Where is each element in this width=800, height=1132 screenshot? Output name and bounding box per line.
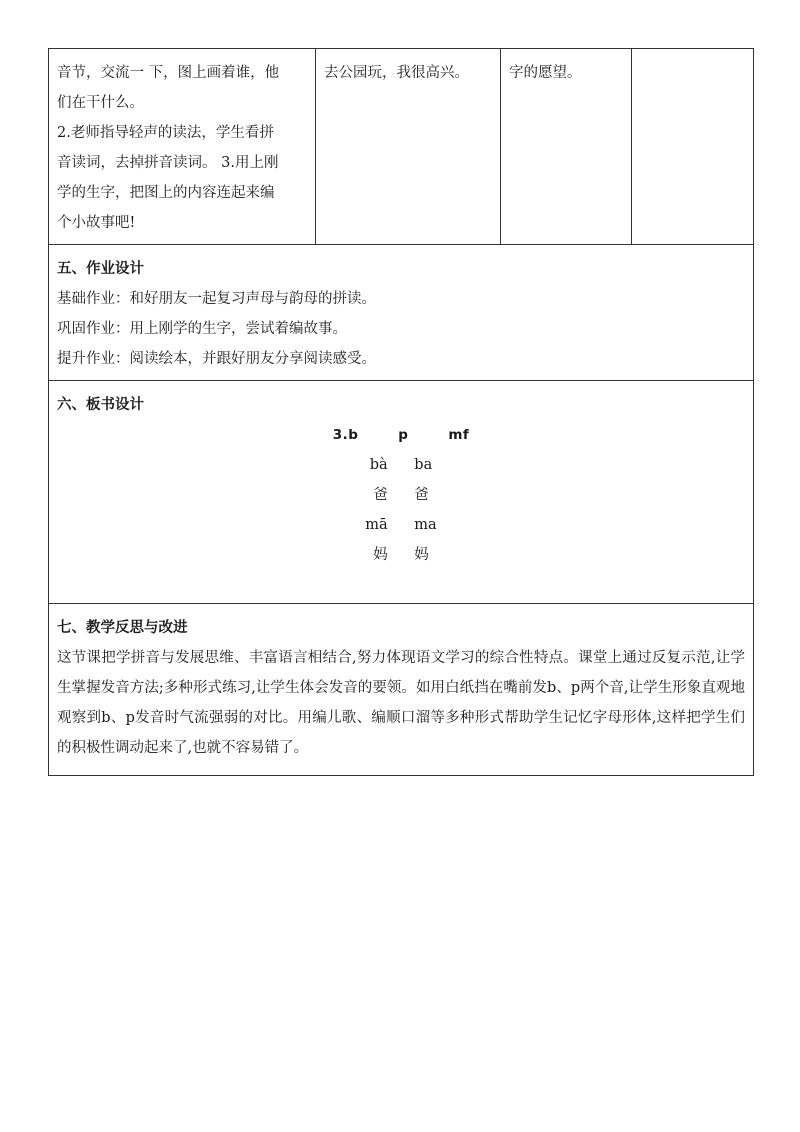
board-line: 妈 妈	[373, 547, 429, 563]
activity-line: 学的生字，把图上的内容连起来编	[57, 185, 275, 201]
reflection-text: 这节课把学拼音与发展思维、丰富语言相结合,努力体现语文学习的综合性特点。课堂上通过反复示范,让学生掌握发音方法;多种形式练习,让学生体会发音的要领。如用白纸挡在嘴前发b、p两个音,让学生形象直观地观察到b、p发音时气流强弱的对比。用编儿歌、编顺口溜等多种形式帮助学生记忆字母形体,这样把学生们的积极性调动起来了,也就不容易错了。	[57, 650, 745, 756]
activity-line: 音读词，去掉拼音读词。 3.用上刚	[57, 155, 279, 171]
activity-line: 个小故事吧!	[57, 215, 136, 231]
teacher-activity-cell	[49, 49, 316, 245]
design-intent-text: 字的愿望。	[509, 65, 582, 81]
board-line: bà ba	[369, 457, 433, 473]
activity-line: 们在干什么。	[57, 95, 144, 111]
homework-line: 基础作业：和好朋友一起复习声母与韵母的拼读。	[57, 291, 376, 307]
design-intent-cell	[501, 49, 632, 245]
activity-line: 音节，交流一 下，图上画着谁，他	[57, 65, 280, 81]
homework-line: 提升作业：阅读绘本，并跟好朋友分享阅读感受。	[57, 351, 376, 367]
activity-row	[49, 49, 754, 245]
notes-cell	[632, 49, 754, 245]
board-content	[57, 420, 745, 570]
board-heading: 3.b p mf	[332, 427, 470, 443]
homework-title: 五、作业设计	[57, 261, 144, 277]
board-title: 六、板书设计	[57, 397, 144, 413]
reflection-cell	[49, 604, 754, 776]
homework-row	[49, 245, 754, 381]
lesson-plan-table	[48, 48, 754, 776]
student-activity-text: 去公园玩，我很高兴。	[324, 65, 469, 81]
student-activity-cell	[316, 49, 501, 245]
activity-line: 2.老师指导轻声的读法，学生看拼	[57, 125, 274, 141]
homework-cell	[49, 245, 754, 381]
board-cell	[49, 381, 754, 604]
board-line: mā ma	[365, 517, 437, 533]
reflection-row	[49, 604, 754, 776]
reflection-title: 七、教学反思与改进	[57, 620, 188, 636]
board-line: 爸 爸	[373, 487, 429, 503]
board-row	[49, 381, 754, 604]
homework-line: 巩固作业：用上刚学的生字，尝试着编故事。	[57, 321, 347, 337]
